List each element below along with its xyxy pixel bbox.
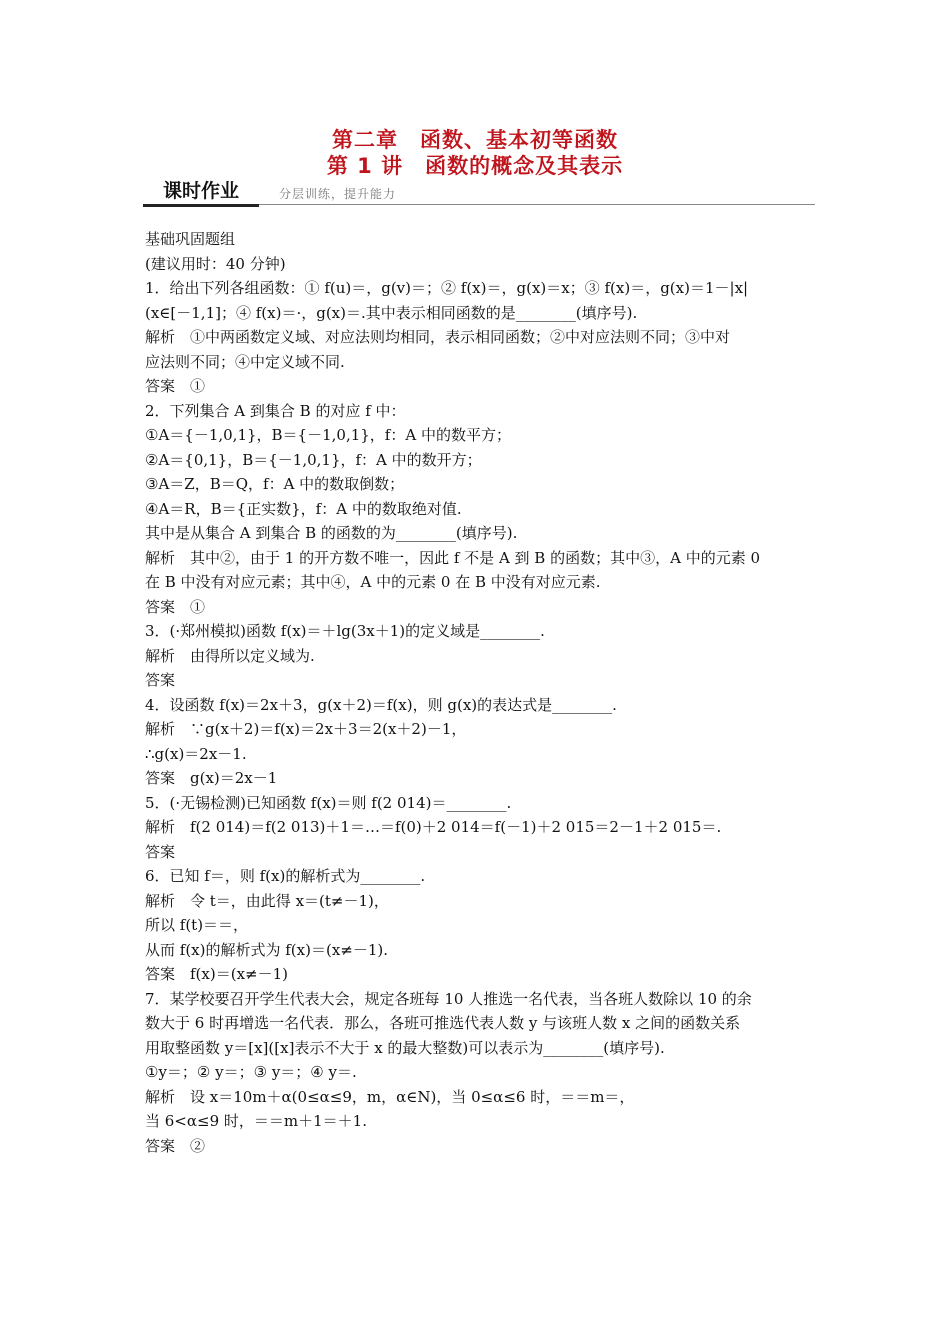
text-line: 7．某学校要召开学生代表大会，规定各班每 10 人推选一名代表，当各班人数除以 10 的余 — [145, 989, 752, 1008]
text-line: 5．(·无锡检测)已知函数 f(x)＝则 f(2 014)＝________. — [145, 793, 512, 812]
text-line: 用取整函数 y＝[x]([x]表示不大于 x 的最大整数)可以表示为________(填序号). — [145, 1038, 665, 1057]
text-line: (x∈[－1,1]；④ f(x)＝·，g(x)＝.其中表示相同函数的是________(填序号). — [145, 303, 638, 322]
text-line: 当 6<α≤9 时，＝＝m＋1＝＋1. — [145, 1112, 367, 1130]
text-line: 答案 ① — [145, 597, 206, 616]
text-line: 4．设函数 f(x)＝2x＋3，g(x＋2)＝f(x)，则 g(x)的表达式是________. — [145, 695, 617, 714]
text-line: ∴g(x)＝2x－1. — [145, 744, 247, 763]
text-line: 答案 g(x)＝2x－1 — [145, 769, 278, 787]
section-banner — [143, 179, 815, 207]
text-line: 从而 f(x)的解析式为 f(x)＝(x≠－1). — [145, 940, 389, 959]
text-line: 6．已知 f＝，则 f(x)的解析式为________. — [145, 867, 426, 885]
text-line: 在 B 中没有对应元素；其中④，A 中的元素 0 在 B 中没有对应元素. — [145, 573, 601, 591]
text-line: 基础巩固题组 — [145, 230, 236, 248]
text-line: 数大于 6 时再增选一名代表．那么，各班可推选代表人数 y 与该班人数 x 之间的函数关系 — [145, 1014, 741, 1032]
text-line: 其中是从集合 A 到集合 B 的函数的为________(填序号). — [145, 524, 518, 542]
document-body — [145, 227, 810, 1158]
text-line: 3．(·郑州模拟)函数 f(x)＝＋lg(3x＋1)的定义域是________. — [145, 622, 545, 640]
text-line: ②A＝{0,1}，B＝{－1,0,1}，f：A 中的数开方； — [145, 450, 482, 469]
text-line: ④A＝R，B＝{正实数}，f：A 中的数取绝对值. — [145, 499, 462, 518]
text-line: 答案 — [145, 671, 176, 689]
text-line: ①y＝；② y＝；③ y＝；④ y＝. — [145, 1063, 357, 1081]
text-line: 1．给出下列各组函数：① f(u)＝，g(v)＝；② f(x)＝，g(x)＝x；③ f(x)＝，g(x)＝1－|x| — [145, 279, 749, 297]
text-line: 解析 令 t＝，由此得 x＝(t≠－1)， — [145, 891, 389, 910]
text-line: 答案 — [145, 842, 176, 861]
text-line: 所以 f(t)＝＝， — [145, 916, 249, 934]
text-line: ①A＝{－1,0,1}，B＝{－1,0,1}，f：A 中的数平方； — [145, 426, 511, 444]
text-line: 解析 其中②，由于 1 的开方数不唯一，因此 f 不是 A 到 B 的函数；其中③，A 中的元素 0 — [145, 548, 761, 567]
text-line: (建议用时：40 分钟) — [145, 254, 286, 273]
text-line: ③A＝Z，B＝Q，f：A 中的数取倒数； — [145, 475, 405, 493]
lesson-title: 第 1 讲 函数的概念及其表示 — [326, 154, 624, 178]
text-line: 答案 ① — [145, 377, 206, 395]
section-subtitle: 分层训练，提升能力 — [279, 187, 397, 201]
section-label: 课时作业 — [143, 179, 259, 207]
text-line: 解析 f(2 014)＝f(2 013)＋1＝…＝f(0)＋2 014＝f(－1)＋2 015＝2－1＋2 015＝. — [145, 818, 722, 836]
text-line: 应法则不同；④中定义域不同. — [145, 352, 345, 371]
section-divider — [259, 204, 815, 205]
text-line: 解析 由得所以定义域为. — [145, 646, 315, 665]
chapter-title: 第二章 函数、基本初等函数 — [332, 128, 618, 152]
text-line: 解析 设 x＝10m＋α(0≤α≤9，m，α∈N)，当 0≤α≤6 时，＝＝m＝， — [145, 1087, 635, 1106]
text-line: 答案 ② — [145, 1136, 206, 1155]
text-line: 解析 ∵g(x＋2)＝f(x)＝2x＋3＝2(x＋2)－1， — [145, 720, 467, 738]
text-line: 答案 f(x)＝(x≠－1) — [145, 965, 288, 983]
text-line: 2．下列集合 A 到集合 B 的对应 f 中： — [145, 401, 406, 420]
text-line: 解析 ①中两函数定义域、对应法则均相同，表示相同函数；②中对应法则不同；③中对 — [145, 328, 731, 346]
